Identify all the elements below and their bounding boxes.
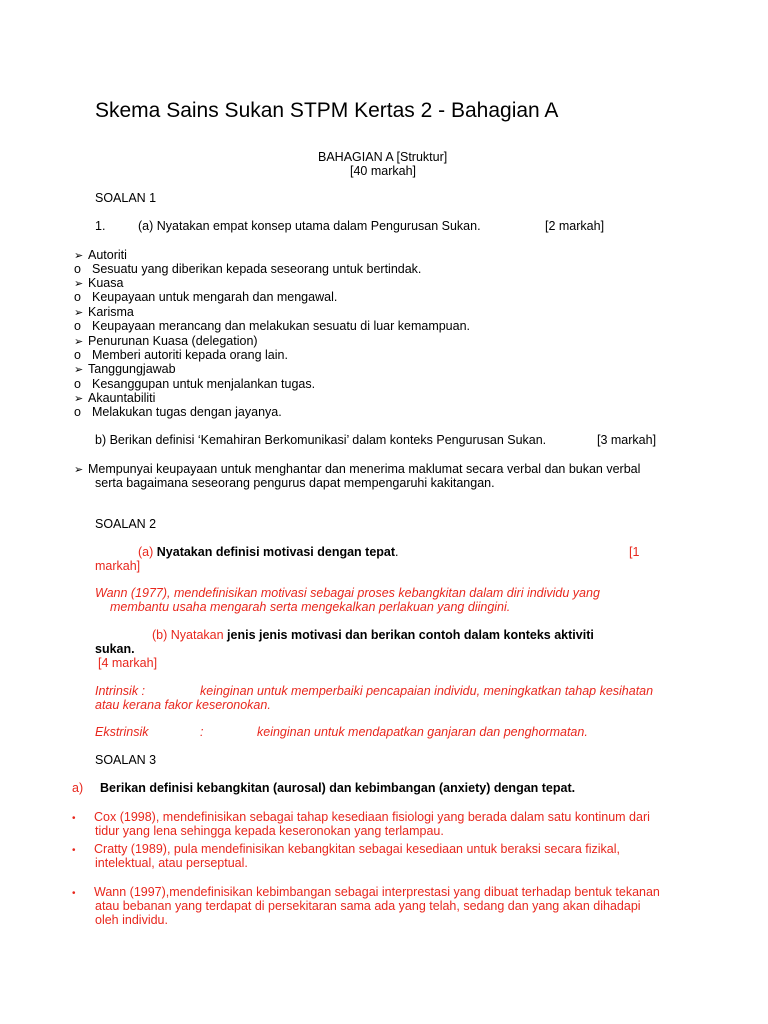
list-item: ➢ Akauntabiliti: [74, 391, 156, 405]
list-item: o Keupayaan merancang dan melakukan sesuatu di luar kemampuan.: [74, 319, 471, 333]
list-item-cont: intelektual, atau perseptual.: [95, 856, 248, 870]
q2a-answer-cont: membantu usaha mengarah serta mengekalkan perlakuan yang diingini.: [110, 600, 511, 614]
arrow-bullet-icon: ➢: [74, 393, 84, 405]
q1b-answer: ➢ Mempunyai keupayaan untuk menghantar dan menerima maklumat secara verbal dan bukan verbal: [74, 462, 641, 476]
q2b-marks: [4 markah]: [98, 656, 158, 670]
q1a-marks: [2 markah]: [545, 219, 605, 233]
circle-bullet-icon: o: [74, 348, 81, 362]
list-item: ➢ Autoriti: [74, 248, 127, 262]
page-title: Skema Sains Sukan STPM Kertas 2 - Bahagian A: [95, 99, 559, 122]
list-item-cont: oleh individu.: [95, 913, 168, 927]
list-item: ➢ Karisma: [74, 305, 134, 319]
q1b-answer-cont: serta bagaimana seseorang pengurus dapat mempengaruhi kakitangan.: [95, 476, 495, 490]
q1-number: 1.: [95, 219, 106, 233]
q2a-answer: Wann (1977), mendefinisikan motivasi sebagai proses kebangkitan dalam diri individu yang: [95, 586, 600, 600]
q2b-question-cont: sukan.: [95, 642, 135, 656]
arrow-bullet-icon: ➢: [74, 464, 84, 476]
ekstrinsik-colon: :: [200, 725, 204, 739]
circle-bullet-icon: o: [74, 319, 81, 333]
q2a-question: (a) Nyatakan definisi motivasi dengan tepat.: [138, 545, 399, 559]
list-item: o Memberi autoriti kepada orang lain.: [74, 348, 288, 362]
list-item: o Sesuatu yang diberikan kepada seseorang untuk bertindak.: [74, 262, 422, 276]
q3-heading: SOALAN 3: [95, 753, 157, 767]
list-item: ➢ Penurunan Kuasa (delegation): [74, 334, 258, 348]
list-item: • Cratty (1989), pula mendefinisikan kebangkitan sebagai kesediaan untuk beraksi secara fizikal,: [72, 842, 620, 856]
bullet-icon: •: [72, 888, 76, 899]
circle-bullet-icon: o: [74, 262, 81, 276]
list-item: • Cox (1998), mendefinisikan sebagai tahap kesediaan fisiologi yang berada dalam satu kontinum dari: [72, 810, 650, 824]
q1b-question: b) Berikan definisi ‘Kemahiran Berkomunikasi’ dalam konteks Pengurusan Sukan.: [95, 433, 547, 447]
q2a-marks: [1: [629, 545, 640, 559]
list-item: o Keupayaan untuk mengarah dan mengawal.: [74, 290, 338, 304]
list-item-cont: tidur yang lena sehingga kepada keseronokan yang terlampau.: [95, 824, 444, 838]
intrinsik-label: Intrinsik :: [95, 684, 146, 698]
list-item: ➢ Kuasa: [74, 276, 124, 290]
q3a-question: Berikan definisi kebangkitan (aurosal) dan kebimbangan (anxiety) dengan tepat.: [100, 781, 576, 795]
intrinsik-text-cont: atau kerana fakor keseronokan.: [95, 698, 271, 712]
q2a-marks-cont: markah]: [95, 559, 141, 573]
bullet-icon: •: [72, 845, 76, 856]
arrow-bullet-icon: ➢: [74, 250, 84, 262]
list-item-cont: atau bebanan yang terdapat di persekitaran sama ada yang telah, sedang dan yang akan dihadapi: [95, 899, 641, 913]
ekstrinsik-label: Ekstrinsik: [95, 725, 149, 739]
q3a-label: a): [72, 781, 84, 795]
list-item: o Melakukan tugas dengan jayanya.: [74, 405, 282, 419]
arrow-bullet-icon: ➢: [74, 278, 84, 290]
q1a-question: (a) Nyatakan empat konsep utama dalam Pengurusan Sukan.: [138, 219, 481, 233]
arrow-bullet-icon: ➢: [74, 364, 84, 376]
circle-bullet-icon: o: [74, 377, 81, 391]
circle-bullet-icon: o: [74, 405, 81, 419]
section-marks: [40 markah]: [350, 164, 417, 178]
arrow-bullet-icon: ➢: [74, 336, 84, 348]
ekstrinsik-text: keinginan untuk mendapatkan ganjaran dan penghormatan.: [257, 725, 588, 739]
q1-heading: SOALAN 1: [95, 191, 157, 205]
list-item: o Kesanggupan untuk menjalankan tugas.: [74, 377, 316, 391]
q2b-question: (b) Nyatakan jenis jenis motivasi dan berikan contoh dalam konteks aktiviti: [152, 628, 594, 642]
list-item: ➢ Tanggungjawab: [74, 362, 176, 376]
arrow-bullet-icon: ➢: [74, 307, 84, 319]
q1b-marks: [3 markah]: [597, 433, 657, 447]
circle-bullet-icon: o: [74, 290, 81, 304]
q2-heading: SOALAN 2: [95, 517, 157, 531]
intrinsik-text: keinginan untuk memperbaiki pencapaian individu, meningkatkan tahap kesihatan: [200, 684, 654, 698]
list-item: • Wann (1997),mendefinisikan kebimbangan sebagai interprestasi yang dibuat terhadap bentuk tekanan: [72, 885, 660, 899]
bullet-icon: •: [72, 813, 76, 824]
section-name: BAHAGIAN A [Struktur]: [318, 150, 448, 164]
